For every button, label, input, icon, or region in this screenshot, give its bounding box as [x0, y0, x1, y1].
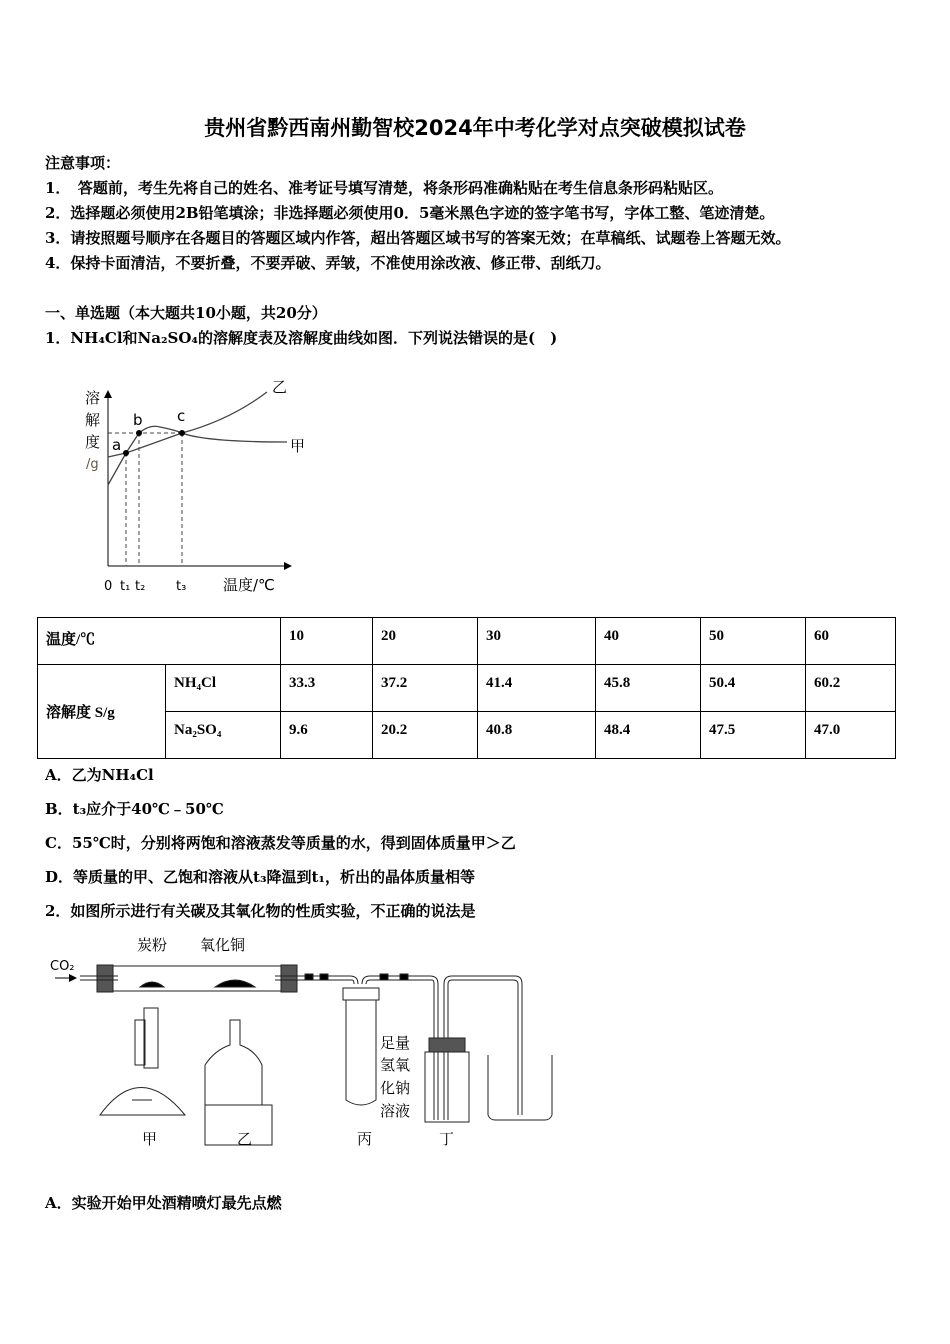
- svg-text:t₃: t₃: [176, 579, 187, 594]
- svg-text:CO₂: CO₂: [50, 959, 75, 974]
- svg-text:乙: 乙: [237, 1130, 253, 1148]
- option-b: B．t₃应介于40℃﹣50℃: [45, 800, 224, 818]
- note-item: 1． 答题前，考生先将自己的姓名、准考证号填写清楚，将条形码准确粘贴在考生信息条形码粘贴区。: [45, 179, 723, 197]
- svg-text:溶液: 溶液: [380, 1102, 411, 1120]
- svg-text:温度/℃: 温度/℃: [223, 576, 275, 594]
- notes-heading: 注意事项：: [45, 154, 121, 172]
- option-c: C．55℃时，分别将两饱和溶液蒸发等质量的水，得到固体质量甲＞乙: [45, 834, 516, 852]
- svg-text:氧化铜: 氧化铜: [200, 936, 246, 954]
- svg-text:甲: 甲: [142, 1130, 158, 1148]
- svg-text:/g: /g: [86, 457, 99, 472]
- apparatus-diagram: [0, 920, 600, 1160]
- svg-text:炭粉: 炭粉: [137, 936, 168, 954]
- curve-yi: [108, 392, 267, 457]
- curve-jia: [108, 426, 287, 485]
- svg-text:度: 度: [85, 433, 101, 451]
- note-item: 4．保持卡面清洁，不要折叠，不要弄破、弄皱，不准使用涂改液、修正带、刮纸刀。: [45, 254, 611, 272]
- svg-text:甲: 甲: [290, 437, 306, 455]
- note-item: 2．选择题必须使用2B铅笔填涂；非选择题必须使用0．5毫米黑色字迹的签字笔书写，字体工整、笔迹清楚。: [45, 204, 775, 222]
- svg-text:解: 解: [85, 411, 101, 429]
- option-a: A．乙为NH₄Cl: [45, 766, 154, 784]
- question-1-stem: 1．NH₄Cl和Na₂SO₄的溶解度表及溶解度曲线如图．下列说法错误的是( ): [45, 329, 558, 347]
- svg-text:c: c: [177, 407, 186, 425]
- option-d: D．等质量的甲、乙饱和溶液从t₃降温到t₁，析出的晶体质量相等: [45, 868, 476, 886]
- svg-text:b: b: [133, 411, 143, 429]
- svg-text:0: 0: [104, 579, 113, 594]
- svg-text:溶: 溶: [85, 389, 101, 407]
- svg-text:丁: 丁: [439, 1130, 455, 1148]
- svg-text:t₂: t₂: [135, 579, 146, 594]
- solubility-table: 温度/℃ 10 20 30 40 50 60 溶解度 S/g NH₄Cl 33.3 37.2 41.4 45.8 50.4 60.2 Na₂SO₄ 9.6 20.2 40.8 48.4 47.5 47.0: [37, 617, 896, 759]
- svg-text:丙: 丙: [357, 1130, 373, 1148]
- svg-text:氢氧: 氢氧: [380, 1056, 411, 1074]
- svg-text:t₁: t₁: [120, 579, 131, 594]
- solubility-graph: [0, 0, 950, 620]
- note-item: 3．请按照题号顺序在各题目的答题区域内作答，超出答题区域书写的答案无效；在草稿纸、试题卷上答题无效。: [45, 229, 791, 247]
- page-title: 贵州省黔西南州勤智校2024年中考化学对点突破模拟试卷: [204, 116, 746, 140]
- svg-text:a: a: [112, 436, 122, 454]
- svg-text:足量: 足量: [380, 1034, 411, 1052]
- q2-option-a: A．实验开始甲处酒精喷灯最先点燃: [45, 1194, 282, 1212]
- section-heading: 一、单选题（本大题共10小题，共20分）: [45, 304, 327, 322]
- svg-text:化钠: 化钠: [380, 1079, 411, 1097]
- question-2-stem: 2．如图所示进行有关碳及其氧化物的性质实验，不正确的说法是: [45, 902, 476, 920]
- svg-text:乙: 乙: [272, 378, 288, 396]
